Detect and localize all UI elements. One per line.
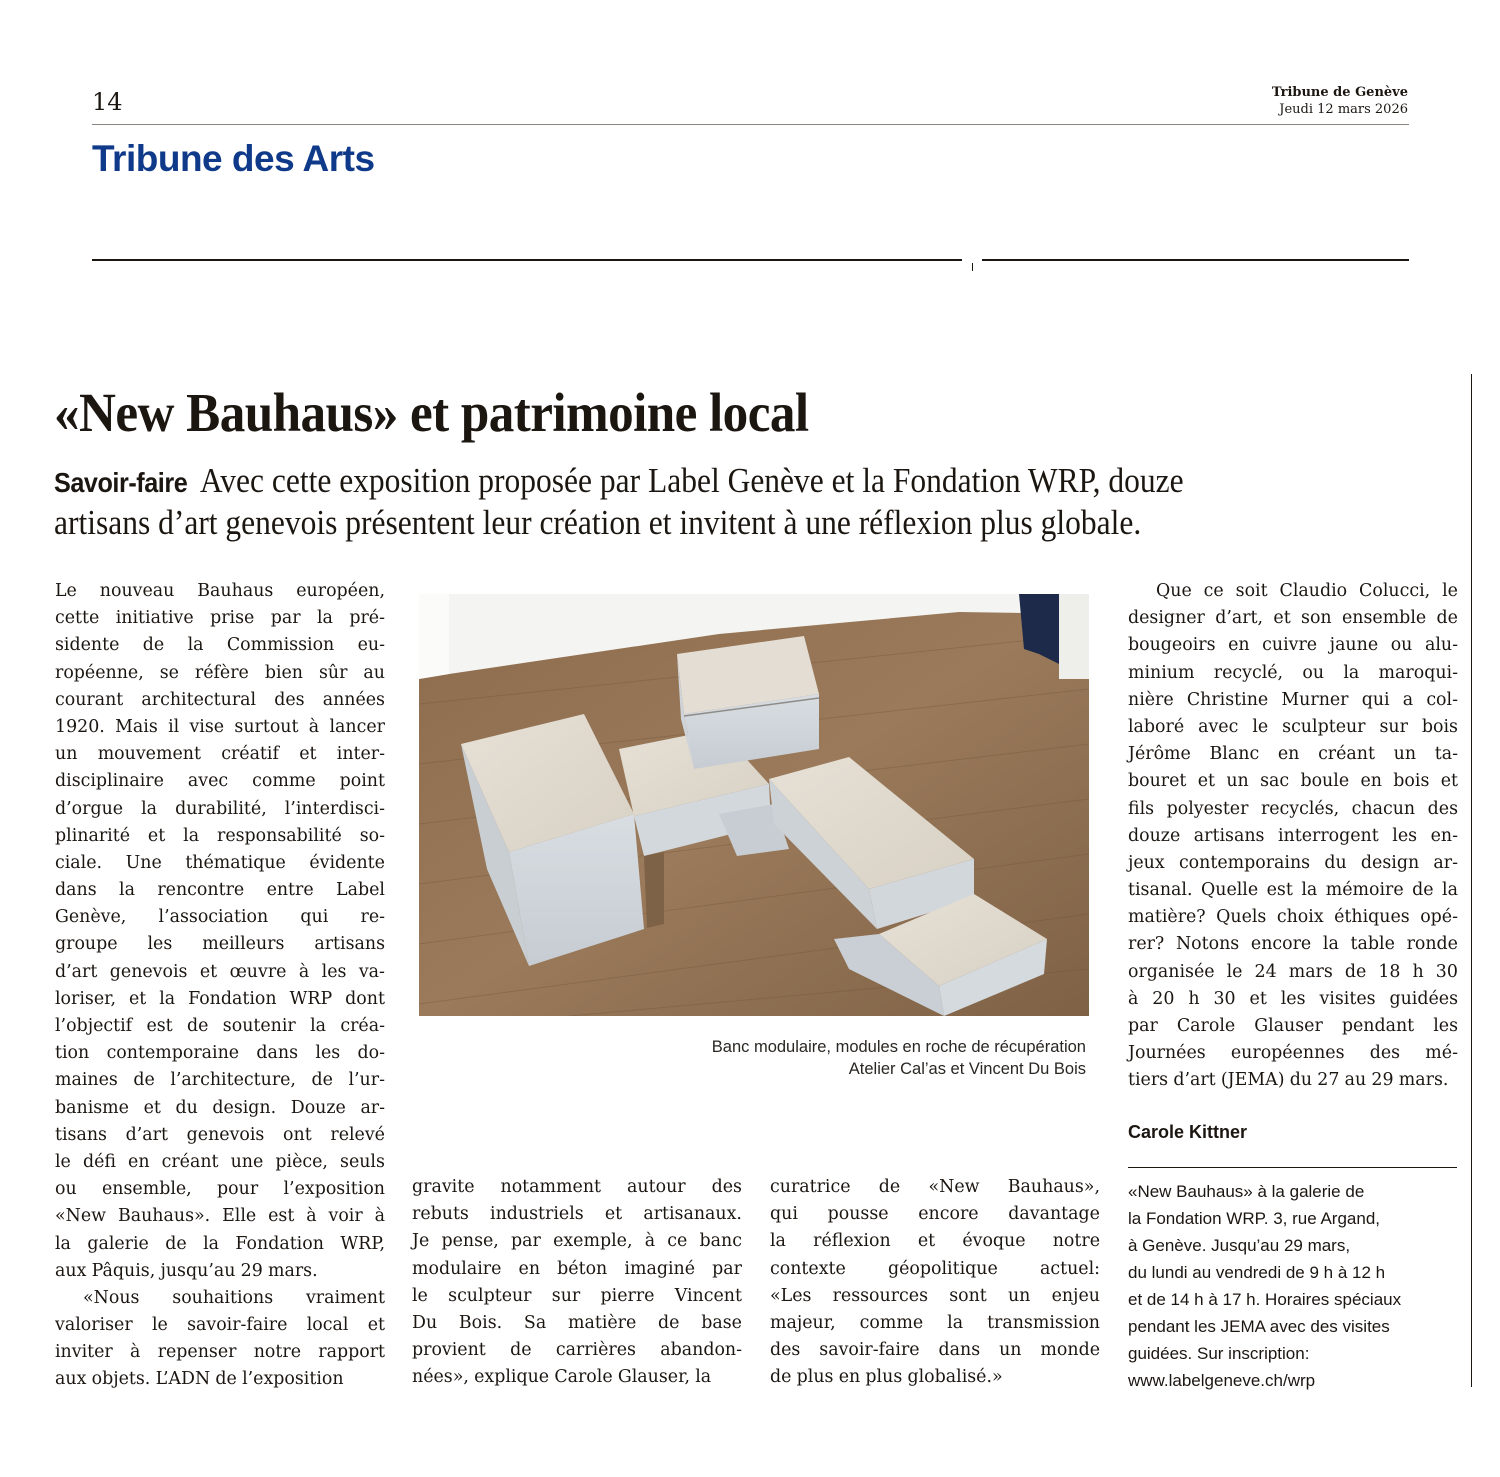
article-line: disciplinaire avec comme point: [55, 771, 385, 792]
article-line: provient de carrières abandon-: [412, 1340, 742, 1361]
article-column-4: [1128, 578, 1458, 1095]
article-line: Le nouveau Bauhaus européen,: [55, 581, 385, 601]
article-line: Journées européennes des mé-: [1128, 1043, 1458, 1064]
article-line: modulaire en béton imaginé par: [412, 1258, 742, 1279]
article-line: contexte géopolitique actuel:: [770, 1258, 1100, 1279]
article-line: courant architectural des années: [55, 689, 385, 710]
article-line: d’art genevois et œuvre à les va-: [55, 961, 385, 982]
section-rule-left: [92, 259, 962, 261]
article-line: par Carole Glauser pendant les: [1128, 1016, 1458, 1036]
deck-text: Avec cette exposition proposée par Label Genève et la Fondation WRP, douze: [199, 461, 1184, 500]
article-column-3: [770, 1174, 1100, 1392]
article-line: rer? Notons encore la table ronde: [1128, 934, 1458, 955]
article-deck: [54, 461, 1337, 543]
article-line: Que ce soit Claudio Colucci, le: [1156, 581, 1458, 601]
article-line: designer d’art, et son ensemble de: [1128, 608, 1458, 629]
article-headline: «New Bauhaus» et patrimoine local: [54, 382, 809, 443]
article-line: ou ensemble, pour l’exposition: [55, 1179, 385, 1200]
exhibition-info-box: [1128, 1178, 1463, 1394]
newspaper-name: Tribune de Genève: [1271, 85, 1408, 100]
section-title: Tribune des Arts: [92, 138, 375, 179]
article-line: majeur, comme la transmission: [770, 1312, 1100, 1333]
article-line: loriser, et la Fondation WRP dont: [55, 988, 385, 1009]
page-number: 14: [92, 88, 123, 116]
article-line: des savoir-faire dans un monde: [770, 1340, 1100, 1361]
section-rule-right: [982, 259, 1409, 261]
article-line: 1920. Mais il vise surtout à lancer: [55, 716, 385, 737]
article-line: Je pense, par exemple, à ce banc: [412, 1231, 742, 1252]
article-line: dans la rencontre entre Label: [55, 880, 385, 901]
article-line: qui pousse encore davantage: [770, 1204, 1100, 1225]
article-line: un mouvement créatif et inter-: [55, 744, 385, 765]
article-line: «Nous souhaitions vraiment: [83, 1287, 385, 1308]
kicker: Savoir-faire: [54, 467, 188, 498]
article-line: de plus en plus globalisé.»: [770, 1367, 1003, 1388]
article-line: maines de l’architecture, de l’ur-: [55, 1070, 385, 1091]
article-line: ciale. Une thématique évidente: [55, 852, 385, 873]
masthead: [1272, 84, 1408, 118]
article-line: d’orgue la durabilité, l’interdisci-: [55, 798, 385, 819]
article-line: organisée le 24 mars de 18 h 30: [1128, 961, 1458, 982]
article-line: Genève, l’association qui re-: [55, 907, 385, 928]
article-line: tisans d’art genevois ont relevé: [55, 1124, 385, 1145]
article-line: Du Bois. Sa matière de base: [412, 1312, 742, 1333]
article-line: plinarité et la responsabilité so-: [55, 825, 385, 846]
article-line: cette initiative prise par la pré-: [55, 608, 385, 629]
article-line: ropéenne, se réfère bien sûr au: [55, 662, 385, 683]
info-line: pendant les JEMA avec des visites: [1128, 1317, 1390, 1336]
article-line: tion contemporaine dans les do-: [55, 1043, 385, 1064]
info-line: guidées. Sur inscription:: [1128, 1344, 1310, 1363]
article-line: fils polyester recyclés, chacun des: [1128, 798, 1458, 819]
article-column-1: [55, 578, 385, 1394]
article-line: sidente de la Commission eu-: [55, 635, 385, 656]
article-line: gravite notamment autour des: [412, 1177, 742, 1197]
article-line: l’objectif est de soutenir la créa-: [55, 1016, 385, 1036]
caption-line-1: Banc modulaire, modules en roche de récupération: [711, 1038, 1086, 1056]
article-line: aux objets. L’ADN de l’exposition: [55, 1369, 344, 1390]
article-line: nière Christine Murner qui a col-: [1128, 689, 1458, 710]
article-line: laboré avec le sculpteur sur bois: [1128, 716, 1458, 737]
section-rule-tick: [972, 263, 973, 271]
article-line: minium recyclé, ou la maroqui-: [1128, 662, 1458, 683]
article-line: «New Bauhaus». Elle est à voir à: [55, 1206, 385, 1227]
website-link[interactable]: www.labelgeneve.ch/wrp: [1128, 1371, 1316, 1390]
article-line: nées», explique Carole Glauser, la: [412, 1367, 712, 1388]
article-line: rebuts industriels et artisanaux.: [412, 1204, 742, 1225]
publication-date: Jeudi 12 mars 2026: [1279, 102, 1408, 117]
info-line: «New Bauhaus» à la galerie de: [1128, 1182, 1365, 1201]
column-vertical-rule: [1471, 374, 1472, 1387]
deck-line-2: artisans d’art genevois présentent leur création et invitent à une réflexion plus globale.: [54, 503, 1142, 542]
article-line: curatrice de «New Bauhaus»,: [770, 1177, 1100, 1197]
article-line: bougeoirs en cuivre jaune ou alu-: [1128, 635, 1458, 656]
article-line: Jérôme Blanc en créant un ta-: [1128, 744, 1458, 765]
article-line: tisanal. Quelle est la mémoire de la: [1128, 880, 1458, 901]
article-line: le défi en créant une pièce, seuls: [55, 1151, 385, 1172]
article-line: tiers d’art (JEMA) du 27 au 29 mars.: [1128, 1070, 1449, 1091]
author-byline: Carole Kittner: [1128, 1122, 1248, 1142]
header-divider: [92, 124, 1409, 125]
article-line: la réflexion et évoque notre: [770, 1231, 1100, 1252]
caption-line-2: Atelier Cal’as et Vincent Du Bois: [848, 1060, 1086, 1078]
photo-caption: [712, 1036, 1086, 1080]
infobox-divider: [1128, 1167, 1457, 1168]
article-line: douze artisans interrogent les en-: [1128, 825, 1458, 846]
article-line: jeux contemporains du design ar-: [1128, 852, 1458, 873]
article-line: la galerie de la Fondation WRP,: [55, 1233, 385, 1254]
info-line: et de 14 h à 17 h. Horaires spéciaux: [1128, 1290, 1402, 1309]
info-line: la Fondation WRP. 3, rue Argand,: [1128, 1209, 1381, 1228]
article-photo: [419, 594, 1089, 1016]
article-line: aux Pâquis, jusqu’au 29 mars.: [55, 1260, 318, 1281]
article-column-2: [412, 1174, 742, 1392]
info-line: du lundi au vendredi de 9 h à 12 h: [1128, 1263, 1386, 1282]
article-line: valoriser le savoir-faire local et: [55, 1315, 385, 1336]
info-line: à Genève. Jusqu’au 29 mars,: [1128, 1236, 1351, 1255]
article-line: inviter à repenser notre rapport: [55, 1342, 385, 1363]
photo-modular-bench-icon: [419, 594, 1089, 1016]
article-line: matière? Quels choix éthiques opé-: [1128, 907, 1458, 928]
article-line: groupe les meilleurs artisans: [55, 934, 385, 955]
article-line: banisme et du design. Douze ar-: [55, 1097, 385, 1118]
article-line: bouret et un sac boule en bois et: [1128, 771, 1458, 792]
article-line: à 20 h 30 et les visites guidées: [1128, 988, 1458, 1009]
article-line: le sculpteur sur pierre Vincent: [412, 1285, 742, 1306]
deck-line-1: [54, 461, 1337, 503]
article-line: «Les ressources sont un enjeu: [770, 1285, 1100, 1306]
